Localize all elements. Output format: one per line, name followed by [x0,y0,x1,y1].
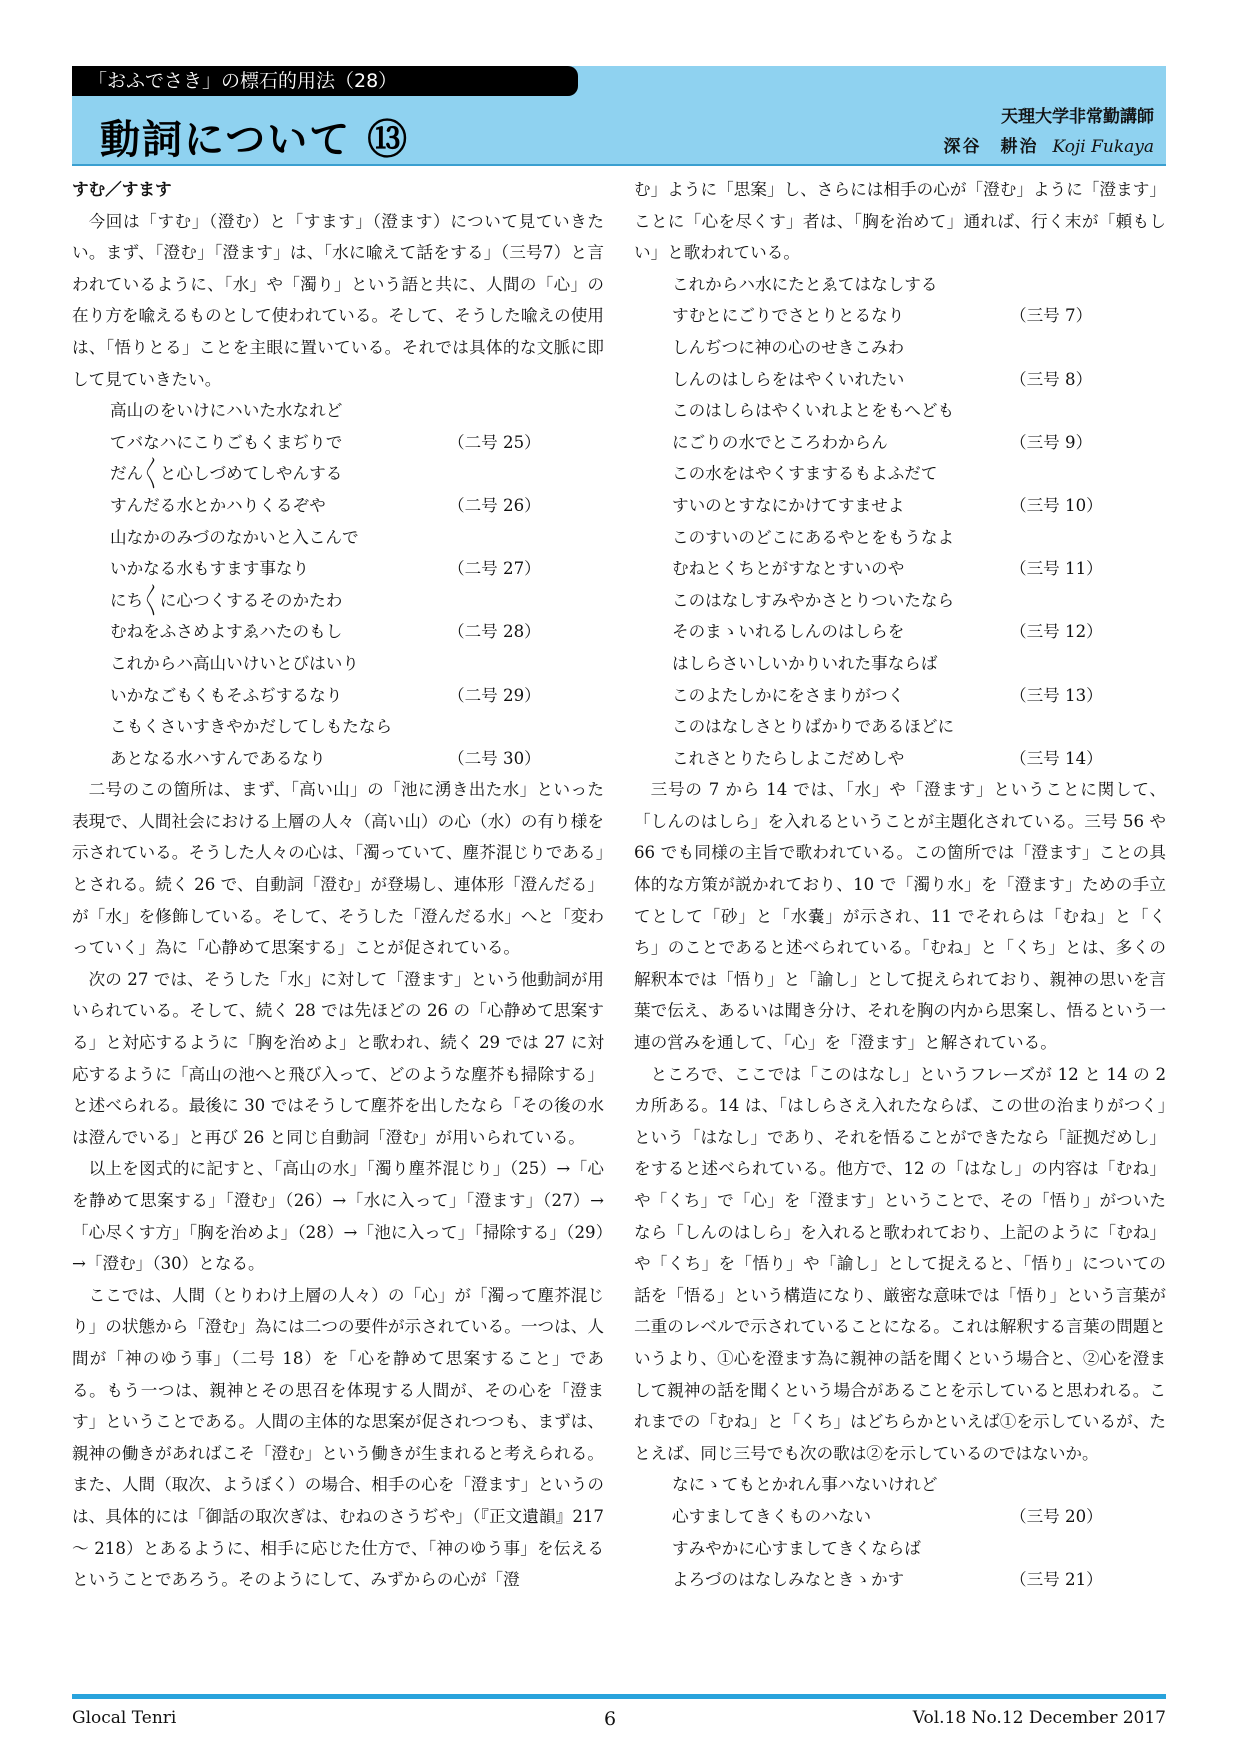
left-column [72,174,604,1596]
verse-line [634,332,1166,364]
verse-reference: （三号 8） [1010,369,1093,389]
verse-reference [972,458,1010,490]
verse-line [72,585,604,617]
verse-line [72,648,604,680]
verse-reference [410,711,448,743]
verse-text: すむとにごりでさとりとるなり [672,306,905,326]
verse-reference: （二号 29） [448,685,541,705]
verse-reference: （二号 30） [448,748,541,768]
verse-line [72,522,604,554]
verse-block-right-1 [634,269,1166,775]
verse-line [634,585,1166,617]
verse-line [72,395,604,427]
verse-reference: （二号 27） [448,559,541,579]
author-affiliation: 天理大学非常勤講師 [1001,107,1154,127]
verse-text: むねをふさめよすゑハたのもし [110,622,343,642]
verse-text: すみやかに心すましてきくならば [672,1538,921,1558]
body-paragraph: 三号の 7 から 14 では、「水」や「澄ます」ということに関して、「しんのはしら」を入れるということが主題化されている。三号 56 や 66 でも同様の主旨で歌われている。この箇所では「澄ます」ことの具体的な方策が説かれており、10 で「濁り水」を「澄ます」ための手立てとして「砂」と「水嚢」が示され、11 でそれらは「むね」と「くち」のことであると述べられている。「むね」と「くち」とは、多くの解釈本では「悟り」と「諭し」として捉えられており、親神の思いを言葉で伝え、あるいは聞き分け、それを胸の内から思案し、悟るという一連の営みを通して、「心」を「澄ます」と解されている。 [634,780,1166,1053]
verse-text: これからハ高山いけいとびはいり [110,653,359,673]
verse-text: 心すましてきくものハない [672,1506,872,1526]
verse-reference: （二号 28） [448,622,541,642]
verse-line [72,553,604,585]
verse-reference [410,585,448,617]
verse-text: これさとりたらしよこだめしや [672,748,905,768]
verse-reference [410,648,448,680]
right-column [634,174,1166,1596]
verse-text: このはなしすみやかさとりついたなら [672,590,955,610]
verse-line [634,269,1166,301]
verse-line [72,458,604,490]
footer-rule [72,1694,1166,1699]
issue-info: Vol.18 No.12 December 2017 [912,1708,1166,1728]
section-heading: すむ／すます [72,180,172,199]
verse-reference [972,522,1010,554]
verse-text: なにゝてもとかれん事ハないけれど [672,1475,938,1495]
verse-text: このはしらはやくいれよとをもへども [672,401,955,421]
verse-line [634,616,1166,648]
verse-reference [972,395,1010,427]
verse-line [634,490,1166,522]
verse-reference [972,269,1010,301]
verse-text: このすいのどこにあるやとをもうなよ [672,527,955,547]
verse-text: すんだる水とかハりくるぞや [110,495,326,515]
verse-line [72,680,604,712]
body-paragraph: 二号のこの箇所は、まず、「高い山」の「池に湧き出た水」といった表現で、人間社会における上層の人々（高い山）の心（水）の有り様を示されている。そうした人々の心は、「濁っていて、塵芥混じりである」とされる。続く 26 で、自動詞「澄む」が登場し、連体形「澄んだる」が「水」を修飾している。そして、そうした「澄んだる水」へと「変わっていく」為に「心静めて思案する」ことが促されている。 [72,780,604,958]
verse-text: こもくさいすきやかだしてしもたなら [110,717,393,737]
verse-line [634,711,1166,743]
verse-line [634,300,1166,332]
author-name-en: Koji Fukaya [1052,137,1154,157]
verse-line [634,1533,1166,1565]
verse-reference [410,522,448,554]
continuation-paragraph: む」ように「思案」し、さらには相手の心が「澄む」ように「澄ます」ことに「心を尽くす」者は、「胸を治めて」通れば、行く末が「頼もしい」と歌われている。 [634,180,1166,263]
verse-line [72,490,604,522]
verse-text: だん〳〵と心しづめてしやんする [110,464,343,484]
verse-reference: （三号 7） [1010,306,1093,326]
verse-line [634,1564,1166,1596]
verse-text: すいのとすなにかけてすませよ [672,495,905,515]
author-byline [943,132,1154,157]
series-label: 「おふでさき」の標石的用法（28） [72,66,578,96]
verse-text: あとなる水ハすんであるなり [110,748,326,768]
body-paragraph: 以上を図式的に記すと、「高山の水」「濁り塵芥混じり」（25）→「心を静めて思案する」「澄む」（26）→「水に入って」「澄ます」（27）→「心尽くす方」「胸を治めよ」（28）→「池に入って」「掃除する」（29）→「澄む」（30）となる。 [72,1159,604,1274]
verse-text: むねとくちとがすなとすいのや [672,559,905,579]
verse-reference: （三号 21） [1010,1570,1103,1590]
verse-text: この水をはやくすまするもよふだて [672,464,938,484]
verse-reference: （三号 12） [1010,622,1103,642]
verse-text: よろづのはなしみなときゝかす [672,1570,905,1590]
body-paragraph: ところで、ここでは「このはなし」というフレーズが 12 と 14 の 2 カ所ある。14 は、「はしらさえ入れたならば、この世の治まりがつく」という「はなし」であり、それを悟ることができたなら「証拠だめし」をすると述べられている。他方で、12 の「はなし」の内容は「むね」や「くち」で「心」を「澄ます」ということで、その「悟り」がついたなら「しんのはしら」を入れると歌われており、上記のように「むね」や「くち」を「悟り」や「諭し」として捉えると、「悟り」についての話を「悟る」という構造になり、厳密な意味では「悟り」という言葉が二重のレベルで示されていることになる。これは解釈する言葉の問題というより、①心を澄ます為に親神の話を聞くという場合と、②心を澄まして親神の話を聞くという場合があることを示していると思われる。これまでの「むね」と「くち」はどちらかといえば①を示しているが、たとえば、同じ三号でも次の歌は②を示しているのではないか。 [634,1064,1166,1463]
verse-reference: （二号 26） [448,495,541,515]
article-header [72,66,1166,166]
verse-line [634,364,1166,396]
verse-reference: （三号 9） [1010,432,1093,452]
verse-line [634,680,1166,712]
article-title: 動詞について ⑬ [100,116,410,163]
verse-reference: （三号 20） [1010,1506,1103,1526]
verse-line [72,427,604,459]
verse-reference [972,648,1010,680]
verse-text: にごりの水でところわからん [672,432,888,452]
verse-text: しんのはしらをはやくいれたい [672,369,905,389]
author-name-jp: 深谷 耕治 [943,137,1039,157]
verse-reference: （三号 10） [1010,495,1103,515]
verse-text: いかなる水もすます事なり [110,559,310,579]
body-paragraph: ここでは、人間（とりわけ上層の人々）の「心」が「濁って塵芥混じり」の状態から「澄む」為には二つの要件が示されている。一つは、人間が「神のゆう事」（二号 18）を「心を静めて思案すること」である。もう一つは、親神とその思召を体現する人間が、その心を「澄ます」ということである。人間の主体的な思案が促されつつも、まずは、親神の働きがあればこそ「澄む」という働きが生まれると考えられる。また、人間（取次、ようぼく）の場合、相手の心を「澄ます」というのは、具体的には「御話の取次ぎは、むねのさうぢや」（『正文遺韻』217 〜 218）とあるように、相手に応じた仕方で、「神のゆう事」を伝えるということであろう。そのようにして、みずからの心が「澄 [72,1285,604,1590]
left-paragraphs [72,774,604,1595]
page-number: 6 [604,1708,617,1730]
verse-text: 山なかのみづのなかいと入こんで [110,527,359,547]
verse-text: てバなハにこりごもくまぢりで [110,432,343,452]
verse-line [634,458,1166,490]
verse-reference [410,395,448,427]
verse-line [634,1501,1166,1533]
verse-line [634,553,1166,585]
intro-paragraph: 今回は「すむ」（澄む）と「すます」（澄ます）について見ていきたい。まず、「澄む」「澄ます」は、「水に喩えて話をする」（三号7）と言われているように、「水」や「濁り」という語と共に、人間の「心」の在り方を喩えるものとして使われている。そして、そうした喩えの使用は、「悟りとる」ことを主眼に置いている。それでは具体的な文脈に即して見ていきたい。 [72,211,604,389]
verse-line [72,743,604,775]
verse-text: にち〳〵に心つくするそのかたわ [110,590,343,610]
verse-reference [972,585,1010,617]
verse-text: しんぢつに神の心のせきこみわ [672,337,905,357]
verse-reference: （三号 14） [1010,748,1103,768]
verse-reference [410,458,448,490]
verse-text: はしらさいしいかりいれた事ならば [672,653,938,673]
verse-reference [972,1469,1010,1501]
verse-block-right-2 [634,1469,1166,1595]
verse-line [634,427,1166,459]
verse-reference [972,332,1010,364]
verse-reference [972,1533,1010,1565]
verse-reference: （三号 11） [1010,559,1103,579]
verse-block-left [72,395,604,774]
verse-line [634,648,1166,680]
verse-text: そのまゝいれるしんのはしらを [672,622,905,642]
verse-text: このよたしかにをさまりがつく [672,685,905,705]
body-paragraph: 次の 27 では、そうした「水」に対して「澄ます」という他動詞が用いられている。そして、続く 28 では先ほどの 26 の「心静めて思案する」と対応するように「胸を治めよ」と歌われ、続く 29 では 27 に対応するように「高山の池へと飛び入って、どのような塵芥も掃除する」と述べられる。最後に 30 ではそうして塵芥を出したなら「その後の水は澄んでいる」と再び 26 と同じ自動詞「澄む」が用いられている。 [72,969,604,1147]
verse-reference: （三号 13） [1010,685,1103,705]
verse-line [72,711,604,743]
verse-line [634,522,1166,554]
verse-line [634,1469,1166,1501]
verse-text: いかなごもくもそふぢするなり [110,685,343,705]
verse-line [634,395,1166,427]
publication-name: Glocal Tenri [72,1708,177,1728]
verse-text: これからハ水にたとゑてはなしする [672,274,938,294]
verse-text: このはなしさとりばかりであるほどに [672,717,955,737]
verse-line [634,743,1166,775]
verse-reference [972,711,1010,743]
verse-reference: （二号 25） [448,432,541,452]
verse-text: 高山のをいけにハいた水なれど [110,401,343,421]
verse-line [72,616,604,648]
right-paragraphs [634,774,1166,1469]
